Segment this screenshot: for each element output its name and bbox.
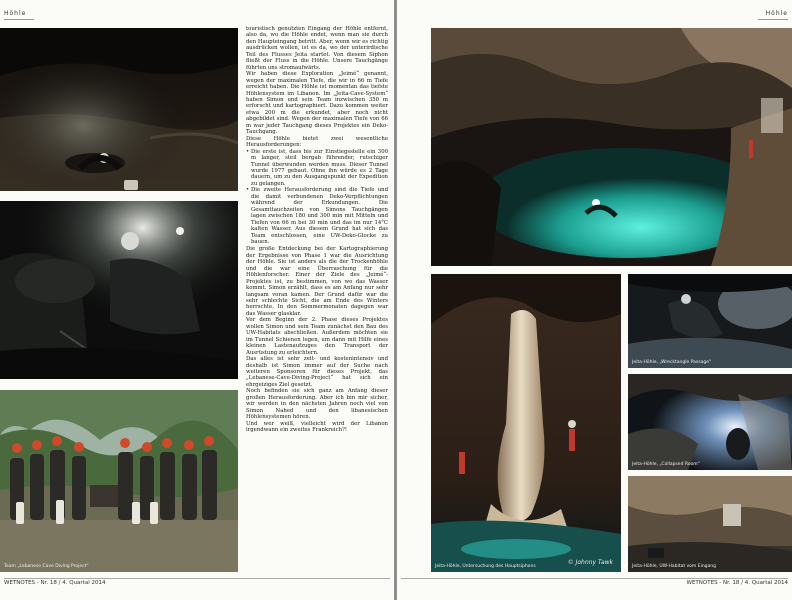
body-paragraph: Die große Entdeckung bei der Kartographierung der Ergebnisse von Phase 1 war die Ausrichtung der Höhle. Sie ist anders als die der Trockenhöhle und die war eine Überraschung für die Höhlenforscher. Einer der Ziele des „Jeimé“-Projektes ist, zu bestimmen, von wo das Wasser kommt. Simon erzählt, dass es am Anfang nur sehr langsam voran kamen. Der Grund dafür war die sehr schlechte Sicht, die am Ende des Winters herrschte. In den Sommermonaten dagegen war das Wasser glasklar. xyxy=(246,246,388,317)
running-head-rule-left xyxy=(4,19,34,20)
body-paragraph: Diese Höhle bietet zwei wesentliche Herausforderungen: xyxy=(246,135,388,149)
photo-habitat-entrance xyxy=(628,476,792,572)
footer-rule-right xyxy=(401,578,788,579)
body-paragraph: Vor dem Beginn der 2. Phase dieses Projektes wollen Simon und sein Team zunächst den Bau des UW-Habitats abschließen. Außerdem möchten sie im Tunnel Schienen legen, um dann mit Hilfe eines kleinen Lastenaufzuges den Transport der Ausrüstung zu erleichtern. xyxy=(246,317,388,356)
right-page xyxy=(397,0,792,600)
photo-turquoise-pool xyxy=(431,28,792,266)
challenge-item: • Die zweite Herausforderung sind die Tiefe und die damit verbundenen Deko-Verpflichtungen während der Erkundungen. Die Gesamttauchzeiten von Simons Tauchgängen lagen zwischen 180 und 300 min mit Mitteln und Tiefen von 66 m bei 30 min und das im nur 14°C kalten Wasser. Aus diesem Grund hat sich das Team entschlossen, eine UW-Deko-Glocke zu bauen. xyxy=(246,187,388,245)
body-paragraph: Noch befinden sie sich ganz am Anfang dieser großen Herausforderung. Aber ich bin mir sicher, wir werden in den nächsten Jahren noch viel von Simon Nahed und den libanesischen Höhlensystemen hören. xyxy=(246,388,388,421)
challenges-list xyxy=(246,149,388,246)
photo-stalagmite xyxy=(431,274,621,572)
body-paragraph: Wir haben diese Exploration „Jeimé“ genannt, wegen der maximalen Tiefe, die wir in 66 m Tiefe erreicht haben. Die Höhle ist momentan das tiefste Höhlensystem im Libanon. Im „Jeita-Cave-System“ haben Simon und sein Team inzwischen 350 m erforscht und kartographiert. Dazu kommen weiter etwa 200 m die erkundet, aber noch nicht abgebildet sind. Wegen der maximalen Tiefe von 66 m war jeder Tauchgang dieses Projektes ein Deko-Tauchgang. xyxy=(246,71,388,136)
photo-collapsed-room xyxy=(628,374,792,470)
photo-team-outdoors xyxy=(0,390,238,572)
photo-credit: © Johnny Tawk xyxy=(567,559,613,566)
photo-caption-collapsed-room: Jeita-Höhle, „Collapsed Room“ xyxy=(632,462,701,467)
photo-caption-team: Team „Lebanese Cave Diving Project“ xyxy=(4,564,89,569)
photo-caption-stalagmite: Jeita-Höhle, Untersuchung des Hauptsiphons xyxy=(435,564,536,569)
running-head-rule-right xyxy=(758,19,788,20)
photo-caption-wrecktangle: Jeita-Höhle, „Wrecktangle Passage“ xyxy=(632,360,712,365)
photo-diver-dark-water xyxy=(0,28,238,191)
left-page xyxy=(0,0,394,600)
page-footer-left: WETNOTES - Nr. 18 / 4. Quartal 2014 xyxy=(4,580,106,586)
challenge-item: • Die erste ist, dass bis zur Einstiegsstelle ein 300 m langer, steil bergab führender, rutschiger Tunnel überwunden werden muss. Dieser Tunnel wurde 1977 gebaut. Ohne ihn würde es 2 Tage dauern, um zu den Ausgangspunkt der Expedition zu gelangen. xyxy=(246,149,388,188)
running-head-left: Höhle xyxy=(4,10,27,17)
photo-caption-habitat: Jeita-Höhle, UW-Habitat vom Eingang xyxy=(632,564,717,569)
page-footer-right: WETNOTES - Nr. 18 / 4. Quartal 2014 xyxy=(686,580,788,586)
photo-wrecktangle-passage xyxy=(628,274,792,368)
article-text-column xyxy=(246,26,388,572)
photo-divers-lights xyxy=(0,201,238,379)
body-paragraph: Das alles ist sehr zeit- und kostenintensiv und deshalb ist Simon immer auf der Suche nach weiteren Sponsoren für dieses Projekt, das „Lebanese-Cave-Diving-Project“ hat sich ein ehrgeiziges Ziel gesetzt. xyxy=(246,356,388,388)
body-paragraph: Und wer weiß, vielleicht wird der Libanon irgendwann ein zweites Frankreich?! xyxy=(246,420,388,434)
running-head-right: Höhle xyxy=(765,10,788,17)
body-paragraph: touristisch genutzten Eingang der Höhle entfernt, also da, wo die Höhle endet, wenn man sie durch den Haupteingang betritt. Aber, wenn wir es richtig ausdrücken wollen, ist es da, wo der unterirdische Teil des Flusses Jeita startet. Von diesem Siphon fließt der Fluss in die Höhle. Unsere Tauchgänge führten uns stromaufwärts. xyxy=(246,26,388,71)
footer-rule-left xyxy=(4,578,390,579)
